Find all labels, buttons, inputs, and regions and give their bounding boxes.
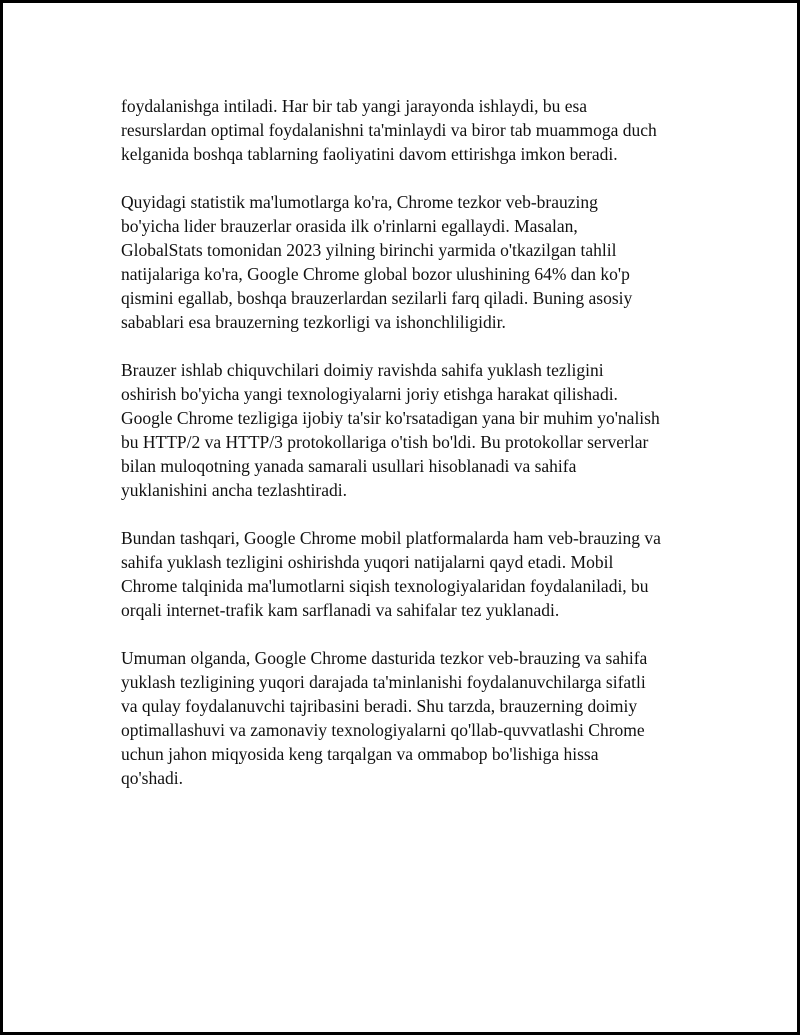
text-line: orqali internet-trafik kam sarflanadi va sahifalar tez yuklanadi.: [121, 600, 560, 620]
text-line: bilan muloqotning yanada samarali usullari hisoblanadi va sahifa: [121, 456, 577, 476]
text-line: yuklanishini ancha tezlashtiradi.: [121, 480, 347, 500]
paragraph-protocols: [121, 358, 701, 502]
text-line: uchun jahon miqyosida keng tarqalgan va ommabop bo'lishiga hissa: [121, 744, 599, 764]
text-line: yuklash tezligining yuqori darajada ta'minlanishi foydalanuvchilarga sifatli: [121, 672, 646, 692]
text-line: GlobalStats tomonidan 2023 yilning birinchi yarmida o'tkazilgan tahlil: [121, 240, 617, 260]
text-line: qismini egallab, boshqa brauzerlardan sezilarli farq qiladi. Buning asosiy: [121, 288, 633, 308]
text-line: Bundan tashqari, Google Chrome mobil platformalarda ham veb-brauzing va: [121, 528, 661, 548]
paragraph-tab-processes: [121, 94, 701, 166]
text-line: resurslardan optimal foydalanishni ta'minlaydi va biror tab muammoga duch: [121, 120, 657, 140]
text-line: optimallashuvi va zamonaviy texnologiyalarni qo'llab-quvvatlashi Chrome: [121, 720, 645, 740]
paragraph-conclusion: [121, 646, 701, 790]
text-line: oshirish bo'yicha yangi texnologiyalarni joriy etishga harakat qilishadi.: [121, 384, 618, 404]
text-line: natijalariga ko'ra, Google Chrome global bozor ulushining 64% dan ko'p: [121, 264, 630, 284]
paragraph-statistics: [121, 190, 701, 334]
text-line: Brauzer ishlab chiquvchilari doimiy ravishda sahifa yuklash tezligini: [121, 360, 604, 380]
text-line: kelganida boshqa tablarning faoliyatini davom ettirishga imkon beradi.: [121, 144, 618, 164]
text-line: sabablari esa brauzerning tezkorligi va ishonchliligidir.: [121, 312, 506, 332]
text-line: bo'yicha lider brauzerlar orasida ilk o'rinlarni egallaydi. Masalan,: [121, 216, 578, 236]
text-line: va qulay foydalanuvchi tajribasini beradi. Shu tarzda, brauzerning doimiy: [121, 696, 638, 716]
text-line: Google Chrome tezligiga ijobiy ta'sir ko'rsatadigan yana bir muhim yo'nalish: [121, 408, 660, 428]
text-line: Quyidagi statistik ma'lumotlarga ko'ra, Chrome tezkor veb-brauzing: [121, 192, 598, 212]
text-line: Umuman olganda, Google Chrome dasturida tezkor veb-brauzing va sahifa: [121, 648, 648, 668]
text-line: Chrome talqinida ma'lumotlarni siqish texnologiyalaridan foydalaniladi, bu: [121, 576, 649, 596]
document-body: [121, 94, 701, 814]
text-line: sahifa yuklash tezligini oshirishda yuqori natijalarni qayd etadi. Mobil: [121, 552, 614, 572]
text-line: bu HTTP/2 va HTTP/3 protokollariga o'tish bo'ldi. Bu protokollar serverlar: [121, 432, 649, 452]
paragraph-mobile: [121, 526, 701, 622]
text-line: foydalanishga intiladi. Har bir tab yangi jarayonda ishlaydi, bu esa: [121, 96, 588, 116]
text-line: qo'shadi.: [121, 768, 183, 788]
